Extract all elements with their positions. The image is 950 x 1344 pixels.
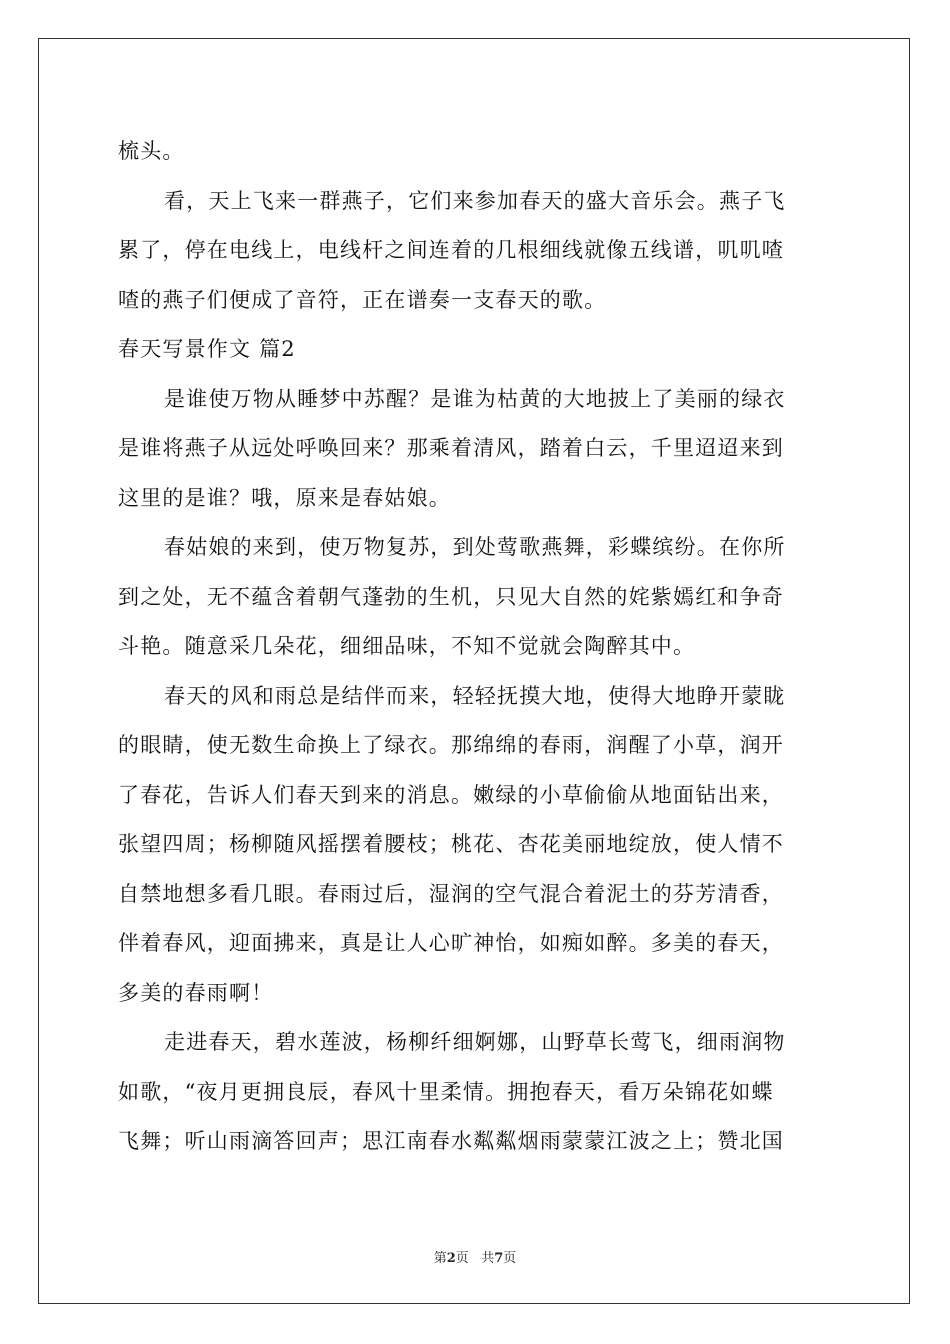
text-line: 多美的春雨啊！ [118, 980, 274, 1005]
paragraph-first-line: 是谁使万物从睡梦中苏醒？是谁为枯黄的大地披上了美丽的绿衣 [164, 386, 786, 411]
footer-current-page: 2 [446, 1251, 456, 1266]
text-line: 的眼睛，使无数生命换上了绿衣。那绵绵的春雨，润醒了小草，润开 [118, 733, 784, 757]
page-footer [0, 1247, 950, 1266]
text-line: 喳的燕子们便成了音符，正在谱奏一支春天的歌。 [118, 287, 607, 312]
text-line: 到之处，无不蕴含着朝气蓬勃的生机，只见大自然的姹紫嫣红和争奇 [118, 584, 784, 609]
text-line: 斗艳。随意采几朵花，细细品味，不知不觉就会陶醉其中。 [118, 634, 696, 658]
text-line: 梳头。 [118, 139, 185, 163]
footer-total-suffix: 页 [503, 1251, 517, 1266]
footer-page-suffix: 页 [455, 1251, 469, 1266]
footer-page-prefix: 第 [433, 1251, 447, 1266]
document-body [118, 127, 834, 1167]
text-line: 春天写景作文 篇2 [118, 337, 296, 361]
text-line: 累了，停在电线上，电线杆之间连着的几根细线就像五线谱，叽叽喳 [118, 238, 784, 262]
paragraph-first-line: 春天的风和雨总是结伴而来，轻轻抚摸大地，使得大地睁开蒙眬 [164, 683, 786, 708]
text-line: 伴着春风，迎面拂来，真是让人心旷神怡，如痴如醉。多美的春天， [118, 931, 784, 955]
text-line: 飞舞；听山雨滴答回声；思江南春水粼粼烟雨蒙蒙江波之上；赞北国 [118, 1129, 784, 1153]
text-line: 如歌，“夜月更拥良辰，春风十里柔情。拥抱春天，看万朵锦花如蝶 [118, 1079, 774, 1104]
text-line: 张望四周；杨柳随风摇摆着腰枝；桃花、杏花美丽地绽放，使人情不 [118, 832, 784, 856]
text-line: 是谁将燕子从远处呼唤回来？那乘着清风，踏着白云，千里迢迢来到 [118, 436, 784, 460]
paragraph-first-line: 春姑娘的来到，使万物复苏，到处莺歌燕舞，彩蝶缤纷。在你所 [164, 535, 786, 559]
footer-total-prefix: 共 [481, 1251, 495, 1266]
footer-total-pages: 7 [494, 1251, 504, 1266]
paragraph-first-line: 看，天上飞来一群燕子，它们来参加春天的盛大音乐会。燕子飞 [164, 188, 786, 213]
text-line: 自禁地想多看几眼。春雨过后，湿润的空气混合着泥土的芬芳清香， [118, 881, 784, 906]
text-line: 了春花，告诉人们春天到来的消息。嫩绿的小草偷偷从地面钻出来， [118, 782, 784, 807]
paragraph-first-line: 走进春天，碧水莲波，杨柳纤细婀娜，山野草长莺飞，细雨润物 [164, 1030, 786, 1054]
text-line: 这里的是谁？哦，原来是春姑娘。 [118, 485, 451, 510]
